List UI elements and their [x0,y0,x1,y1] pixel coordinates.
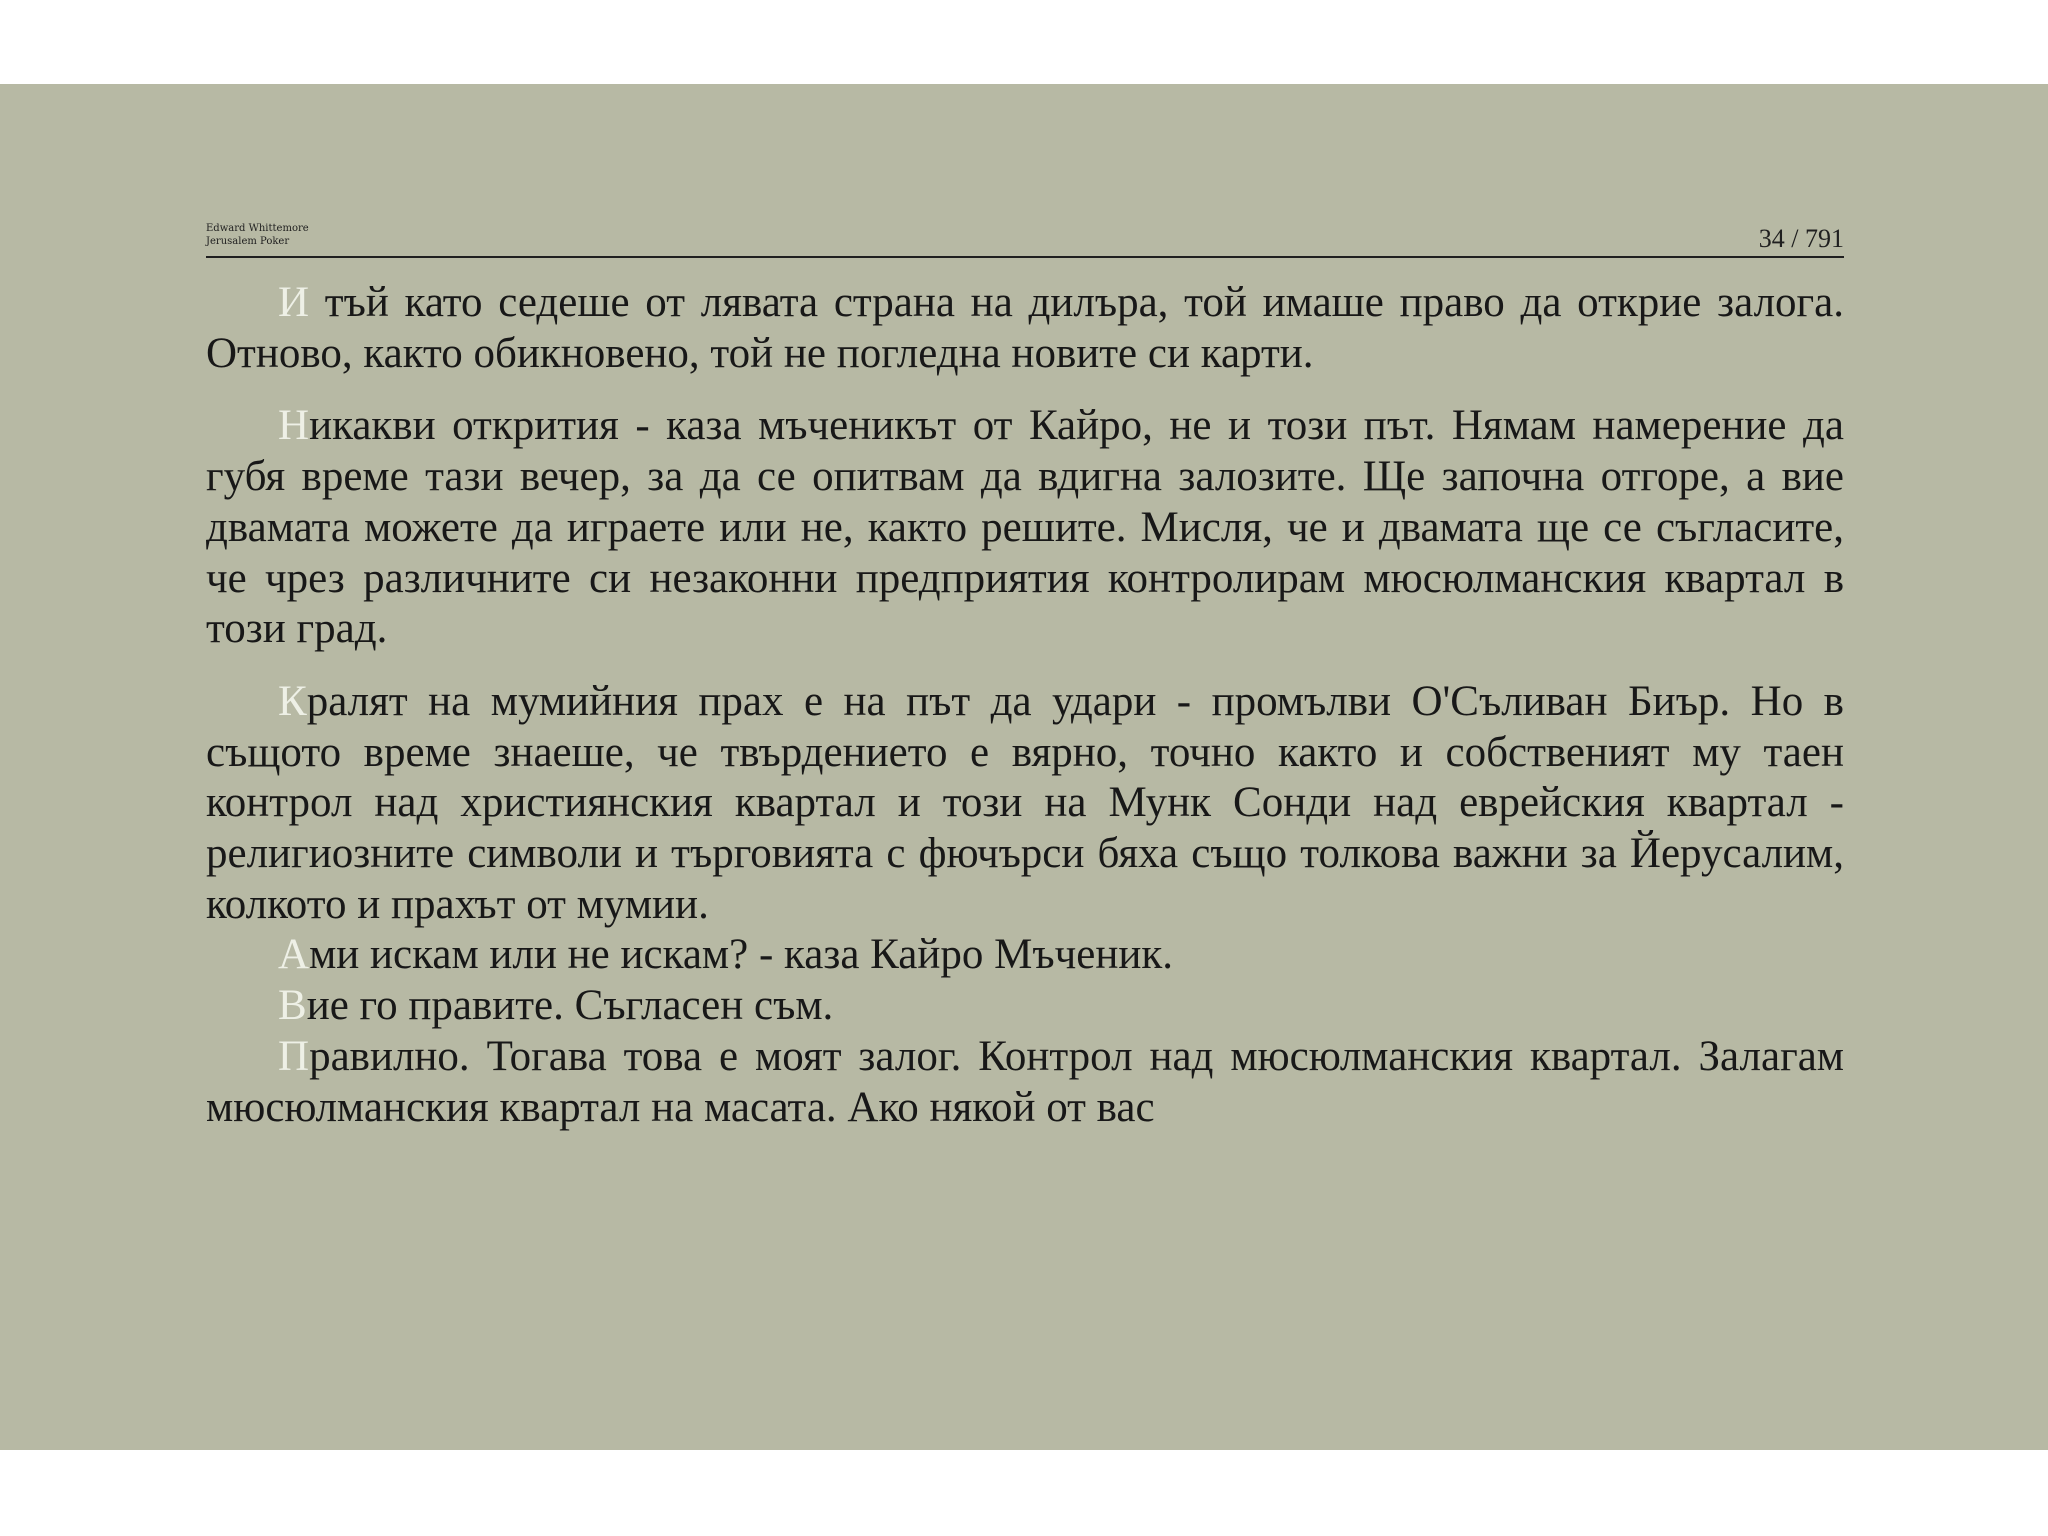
author-name: Edward Whittemore [206,223,309,234]
book-title: Jerusalem Poker [206,236,290,247]
paragraph-text: икакви открития - каза мъченикът от Кайро, не и този път. Нямам намерение да губя време тази вечер, за да се опитвам да вдигна залозите. Ще започна отгоре, а вие двамата можете да играете или не, както решите. Мисля, че и двамата ще се съгласите, че чрез различните си незаконни предприятия контролирам мюсюлманския квартал в този град. [206,402,1844,653]
paragraph [206,401,1844,655]
paragraph-text: равилно. Тогава това е моят залог. Контрол над мюсюлманския квартал. Залагам мюсюлманския квартал на масата. Ако някой от вас [206,1032,1844,1131]
page-number: 34 / 791 [1758,224,1844,253]
reader-page[interactable] [0,84,2048,1450]
paragraph [206,1032,1844,1133]
paragraph-text: ралят на мумийния прах е на път да удари - промълви О'Съливан Биър. Но в същото време знаеше, че твърдението е вярно, точно както и собственият му таен контрол над християнския квартал и този на Мунк Сонди над еврейския квартал - религиозните символи и търговията с фючърси бяха също толкова важни за Йерусалим, колкото и прахът от мумии. [206,677,1844,928]
paragraph [206,677,1844,931]
paragraph [206,930,1844,981]
paragraph-initial: И [278,279,310,326]
paragraph-text: ие го правите. Съгласен съм. [306,982,834,1030]
paragraph-initial: П [278,1032,310,1080]
paragraph-initial: К [278,677,307,725]
paragraph-initial: Н [278,402,310,450]
paragraph [206,278,1844,379]
running-header [206,220,1844,258]
page-text [206,278,1844,1133]
paragraph-text: тъй като седеше от лявата страна на дилъра, той имаше право да открие залога. Отново, както обикновено, той не погледна новите си карти. [206,279,1844,377]
paragraph [206,981,1844,1032]
paragraph-initial: А [278,931,310,979]
header-meta [206,222,309,248]
paragraph-text: ми искам или не искам? - каза Кайро Мъченик. [309,931,1173,979]
paragraph-initial: В [278,982,307,1030]
